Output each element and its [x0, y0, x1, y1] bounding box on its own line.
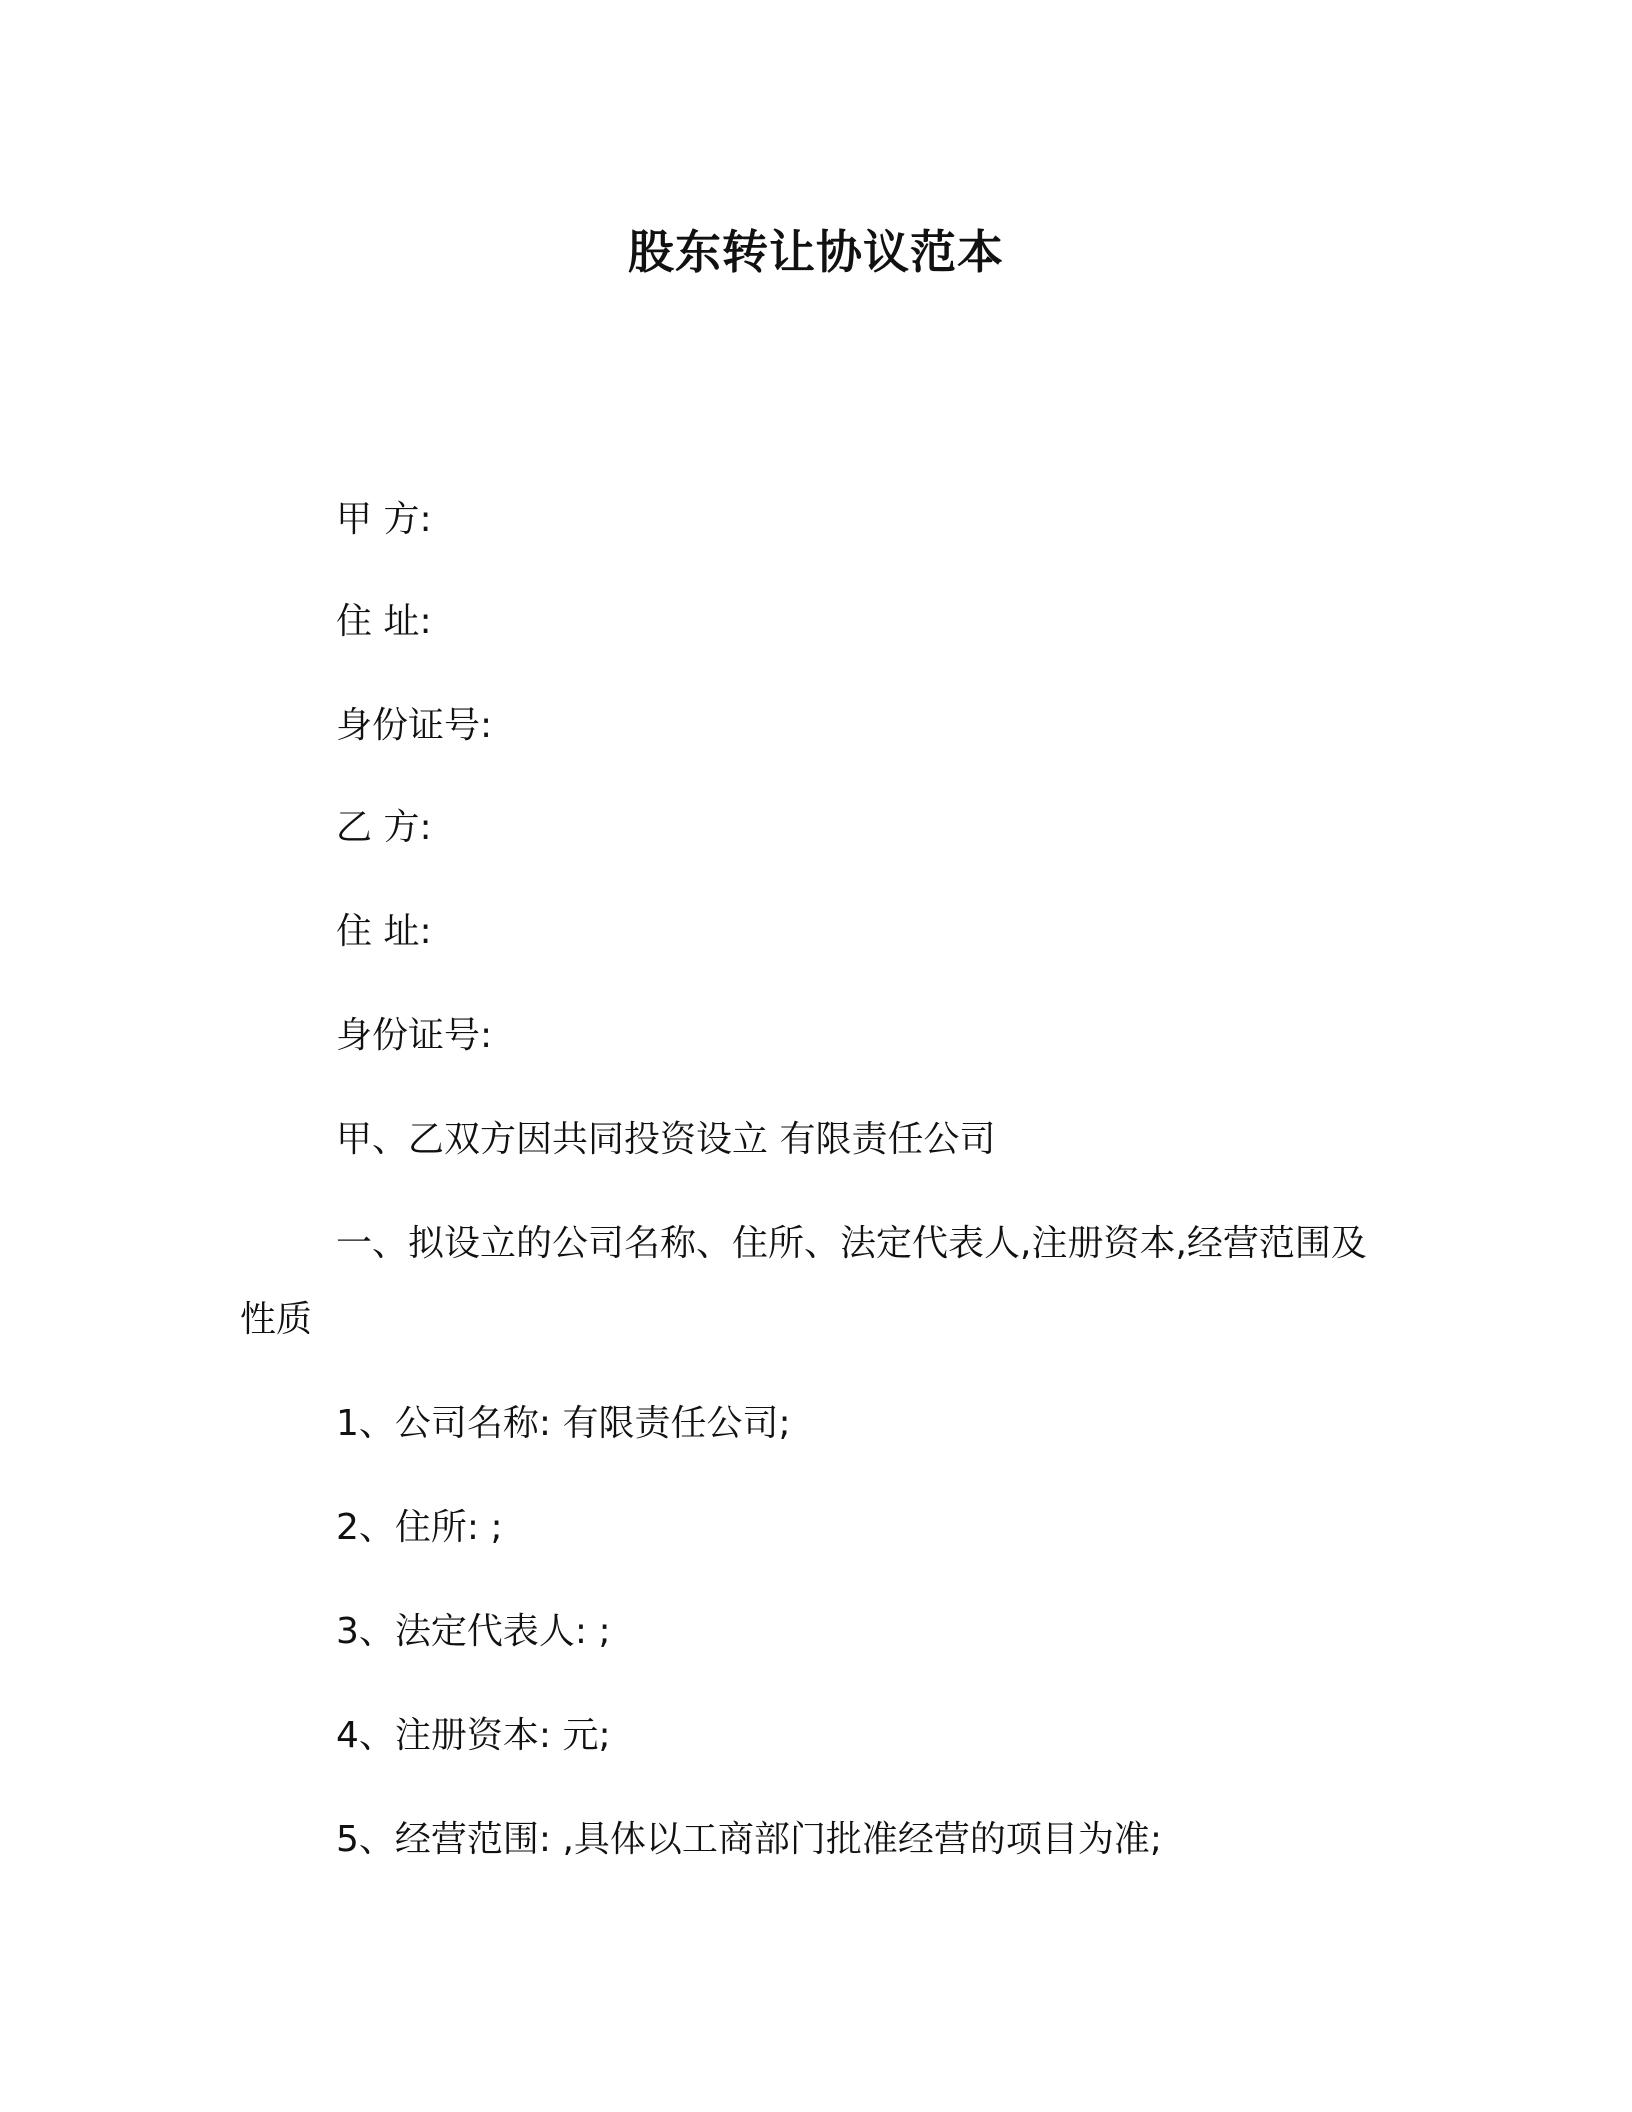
document-title: 股东转让协议范本	[628, 225, 1004, 279]
item-address: 2、住所: ;	[336, 1507, 503, 1548]
party-a-name-label: 甲 方:	[336, 499, 432, 540]
section-1-heading: 一、拟设立的公司名称、住所、法定代表人,注册资本,经营范围及性质	[240, 1223, 1367, 1340]
party-a-address-label: 住 址:	[336, 601, 432, 642]
item-legal-representative: 3、法定代表人: ;	[336, 1611, 611, 1652]
item-company-name: 1、公司名称: 有限责任公司;	[336, 1403, 791, 1444]
intro-sentence: 甲、乙双方因共同投资设立 有限责任公司	[336, 1119, 996, 1160]
item-registered-capital: 4、注册资本: 元;	[336, 1715, 611, 1756]
party-a-id-label: 身份证号:	[336, 705, 493, 746]
party-b-id-label: 身份证号:	[336, 1015, 493, 1056]
party-b-address-label: 住 址:	[336, 911, 432, 952]
party-b-name-label: 乙 方:	[336, 807, 432, 848]
item-business-scope: 5、经营范围: ,具体以工商部门批准经营的项目为准;	[336, 1819, 1163, 1860]
